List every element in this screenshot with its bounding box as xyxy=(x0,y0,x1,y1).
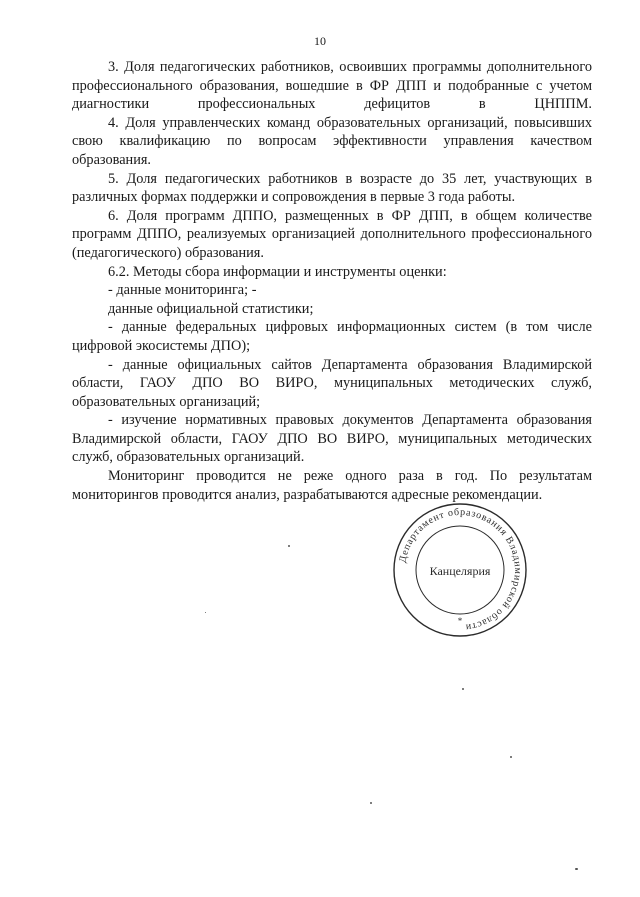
scan-speck xyxy=(370,802,372,804)
document-body xyxy=(72,58,592,504)
paragraph-indicator-6: 6. Доля программ ДППО, размещенных в ФР ДПП, в общем количестве программ ДППО, реализуемых организацией дополнительного профессионального (педагогического) образования. xyxy=(72,207,592,261)
office-stamp-icon xyxy=(390,500,530,640)
paragraph-indicator-5: 5. Доля педагогических работников в возрасте до 35 лет, участвующих в различных формах поддержки и сопровождения в первые 3 года работы. xyxy=(72,170,592,206)
stamp-center-label: Канцелярия xyxy=(429,564,491,578)
paragraph-section-6-2: 6.2. Методы сбора информации и инструменты оценки: xyxy=(108,263,447,280)
scan-speck xyxy=(462,688,464,690)
list-item-statistics: данные официальной статистики; xyxy=(108,300,314,317)
paragraph-indicator-3: 3. Доля педагогических работников, освоивших программы дополнительного профессионального образования, вошедшие в ФР ДПП и подобранные с учетом диагностики профессиональных дефицитов в ЦНППМ. xyxy=(72,59,592,113)
paragraph-monitoring-frequency: Мониторинг проводится не реже одного раза в год. По результатам мониторингов проводится анализ, разрабатываются адресные рекомендации. xyxy=(72,468,592,503)
paragraph-indicator-4: 4. Доля управленческих команд образовательных организаций, повысивших свою квалификацию по вопросам эффективности управления качеством образования. xyxy=(72,114,592,168)
scan-speck xyxy=(510,756,512,758)
svg-text:Департамент образования Владим: Департамент образования Владимирской области xyxy=(397,506,524,633)
scan-speck xyxy=(575,868,578,870)
list-item-normative-docs: - изучение нормативных правовых документов Департамента образования Владимирской области, ГАОУ ДПО ВО ВИРО, муниципальных методических служб, образовательных организаций. xyxy=(72,412,592,466)
scan-speck xyxy=(288,545,290,547)
svg-text:*: * xyxy=(457,616,463,626)
scan-speck xyxy=(205,612,206,613)
page-number: 10 xyxy=(314,34,326,48)
list-item-official-sites: - данные официальных сайтов Департамента образования Владимирской области, ГАОУ ДПО ВО ВИРО, муниципальных методических служб, образовательных организаций; xyxy=(72,356,592,410)
list-item-federal-systems: - данные федеральных цифровых информационных систем (в том числе цифровой экосистемы ДПО); xyxy=(72,319,592,354)
list-item-monitoring: - данные мониторинга; - xyxy=(108,282,257,299)
